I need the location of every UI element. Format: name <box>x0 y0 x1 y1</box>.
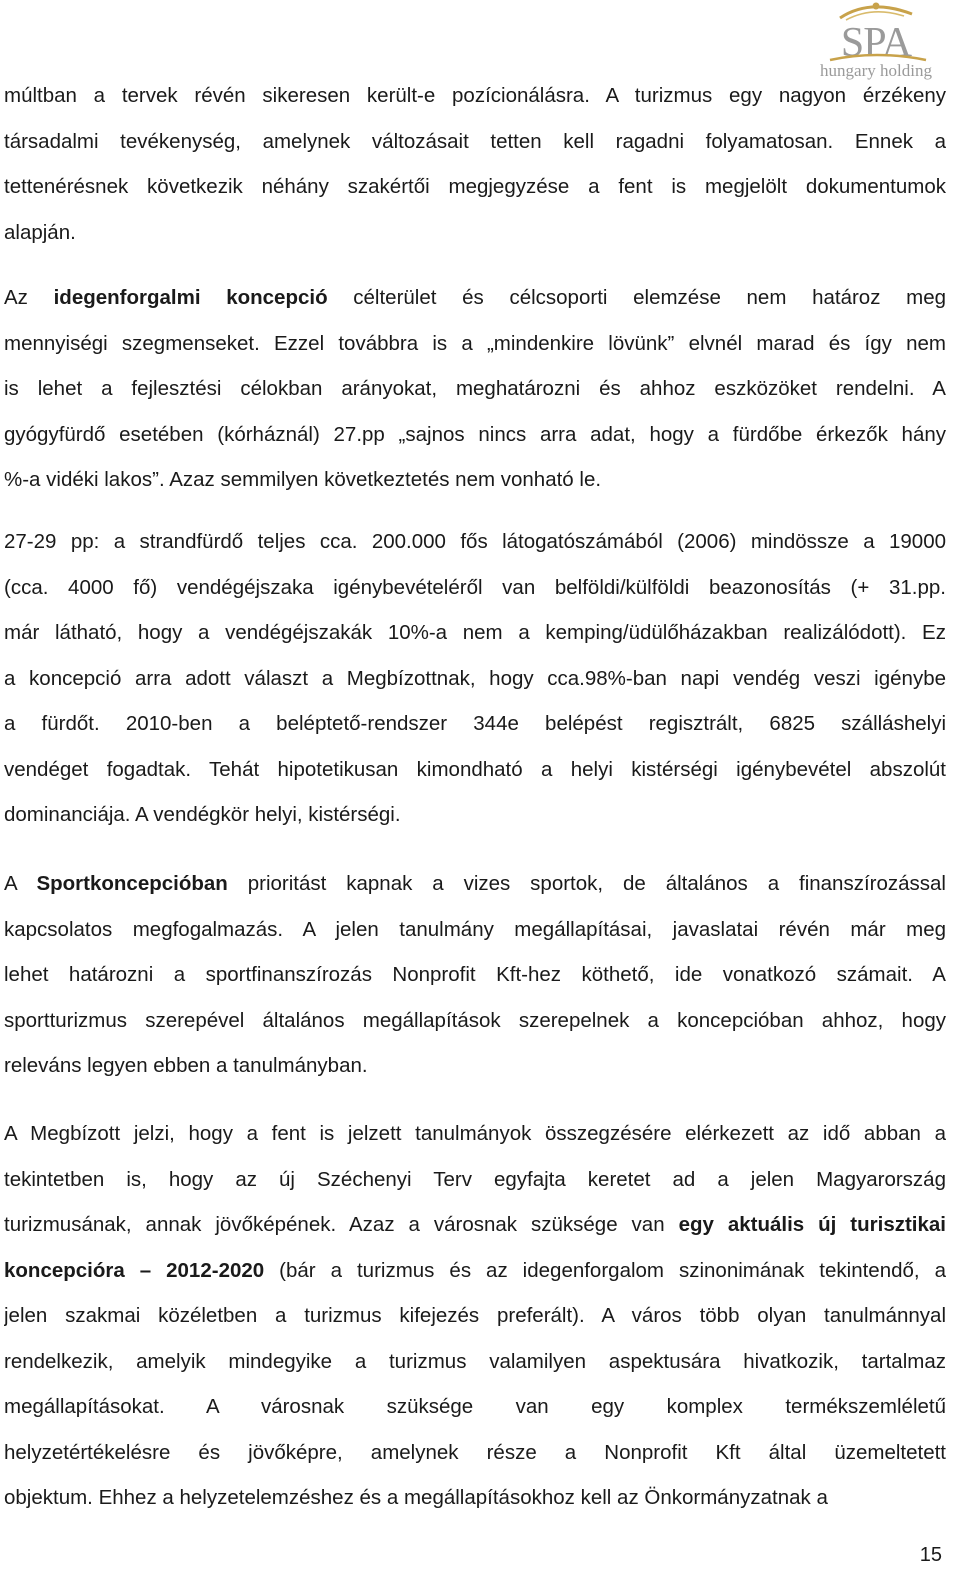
text-line <box>4 1248 946 1294</box>
svg-text:hungary holding: hungary holding <box>820 61 932 80</box>
text-line <box>4 457 946 503</box>
text-segment: lehet határozni a sportfinanszírozás Nonprofit Kft-hez köthető, ide vonatkozó számait. A <box>4 963 946 986</box>
text-line <box>4 519 946 565</box>
paragraph <box>4 1111 946 1521</box>
text-line <box>4 1202 946 1248</box>
page-number: 15 <box>919 1544 942 1566</box>
bold-text: Sportkoncepcióban <box>36 872 228 895</box>
text-line <box>4 119 946 165</box>
svg-text:SPA: SPA <box>840 20 912 66</box>
text-segment: tettenérésnek következik néhány szakértői megjegyzése a fent is megjelölt dokumentumok <box>4 175 946 198</box>
text-line <box>4 1430 946 1476</box>
text-line <box>4 164 946 210</box>
text-segment: %-a vidéki lakos”. Azaz semmilyen következtetés nem vonható le. <box>4 468 602 491</box>
text-line <box>4 275 946 321</box>
text-line <box>4 210 946 256</box>
text-line <box>4 747 946 793</box>
text-segment: dominanciája. A vendégkör helyi, kistérségi. <box>4 803 401 826</box>
spa-hungary-holding-logo <box>800 0 958 80</box>
text-segment: tekintetben is, hogy az új Széchenyi Terv egyfajta keretet ad a jelen Magyarország <box>4 1167 946 1191</box>
text-line <box>4 1293 946 1339</box>
text-line <box>4 1384 946 1430</box>
text-line <box>4 1475 946 1521</box>
text-line <box>4 952 946 998</box>
text-segment: (bár a turizmus és az idegenforgalom szinonimának tekintendő, a <box>264 1258 946 1282</box>
text-line <box>4 565 946 611</box>
text-segment: Az <box>4 286 54 309</box>
text-segment: turizmusának, annak jövőképének. Azaz a városnak szüksége van <box>4 1213 679 1236</box>
text-line <box>4 861 946 907</box>
text-segment: társadalmi tevékenység, amelynek változásait tetten kell ragadni folyamatosan. Ennek a <box>4 129 946 153</box>
text-line <box>4 412 946 458</box>
text-line <box>4 907 946 953</box>
text-segment: A <box>4 872 37 895</box>
bold-text: koncepcióra – 2012-2020 <box>4 1258 265 1282</box>
paragraph <box>4 861 946 1089</box>
text-line <box>4 73 946 119</box>
text-line <box>4 1339 946 1385</box>
text-segment: prioritást kapnak a vizes sportok, de általános a finanszírozással <box>227 872 946 895</box>
text-line <box>4 366 946 412</box>
text-segment: mennyiségi szegmenseket. Ezzel továbbra is a „mindenkire lövünk” elvnél marad és így nem <box>4 331 946 355</box>
text-segment: 27-29 pp: a strandfürdő teljes cca. 200.000 fős látogatószámából (2006) mindössze a 19000 <box>4 530 946 553</box>
text-segment: (cca. 4000 fő) vendégéjszaka igénybevételéről van belföldi/külföldi beazonosítás (+ 31.pp. <box>4 575 946 599</box>
text-segment: a fürdőt. 2010-ben a beléptető-rendszer 344e belépést regisztrált, 6825 szálláshelyi <box>4 712 946 735</box>
text-segment: múltban a tervek révén sikeresen került-e pozícionálásra. A turizmus egy nagyon érzékeny <box>4 84 946 107</box>
text-line <box>4 998 946 1044</box>
text-line <box>4 1157 946 1203</box>
text-line <box>4 792 946 838</box>
text-segment: kapcsolatos megfogalmazás. A jelen tanulmány megállapításai, javaslatai révén már meg <box>4 917 946 941</box>
bold-text: idegenforgalmi koncepció <box>53 286 328 309</box>
bold-text: egy aktuális új turisztikai <box>678 1213 946 1236</box>
paragraph <box>4 275 946 503</box>
text-segment: már látható, hogy a vendégéjszakák 10%-a nem a kemping/üdülőházakban realizálódott). Ez <box>4 621 946 644</box>
text-line <box>4 321 946 367</box>
text-line <box>4 1111 946 1157</box>
text-line <box>4 701 946 747</box>
text-segment: A Megbízott jelzi, hogy a fent is jelzett tanulmányok összegzésére elérkezett az idő abban a <box>4 1122 946 1145</box>
text-segment: a koncepció arra adott választ a Megbízottnak, hogy cca.98%-ban napi vendég veszi igénybe <box>4 666 946 690</box>
paragraph <box>4 519 946 838</box>
text-segment: jelen szakmai közéletben a turizmus kifejezés preferált). A város több olyan tanulmánnyal <box>4 1304 946 1327</box>
text-segment: gyógyfürdő esetében (kórháznál) 27.pp „sajnos nincs arra adat, hogy a fürdőbe érkezők hány <box>4 422 946 446</box>
text-line <box>4 1043 946 1089</box>
text-segment: releváns legyen ebben a tanulmányban. <box>4 1054 368 1077</box>
text-segment: sportturizmus szerepével általános megállapítások szerepelnek a koncepcióban ahhoz, hogy <box>4 1008 946 1032</box>
text-segment: is lehet a fejlesztési célokban arányokat, meghatározni és ahhoz eszközöket rendelni. A <box>4 377 946 400</box>
text-segment: objektum. Ehhez a helyzetelemzéshez és a megállapításokhoz kell az Önkormányzatnak a <box>4 1486 828 1509</box>
paragraph <box>4 73 946 255</box>
text-segment: megállapításokat. A városnak szüksége van egy komplex termékszemléletű <box>4 1395 946 1418</box>
text-segment: rendelkezik, amelyik mindegyike a turizmus valamilyen aspektusára hivatkozik, tartalmaz <box>4 1349 946 1373</box>
text-segment: vendéget fogadtak. Tehát hipotetikusan kimondható a helyi kistérségi igénybevétel abszolút <box>4 757 946 781</box>
text-segment: célterület és célcsoporti elemzése nem határoz meg <box>327 286 946 309</box>
text-segment: alapján. <box>4 220 76 244</box>
text-line <box>4 656 946 702</box>
text-line <box>4 610 946 656</box>
text-segment: helyzetértékelésre és jövőképre, amelynek része a Nonprofit Kft által üzemeltetett <box>4 1440 946 1464</box>
